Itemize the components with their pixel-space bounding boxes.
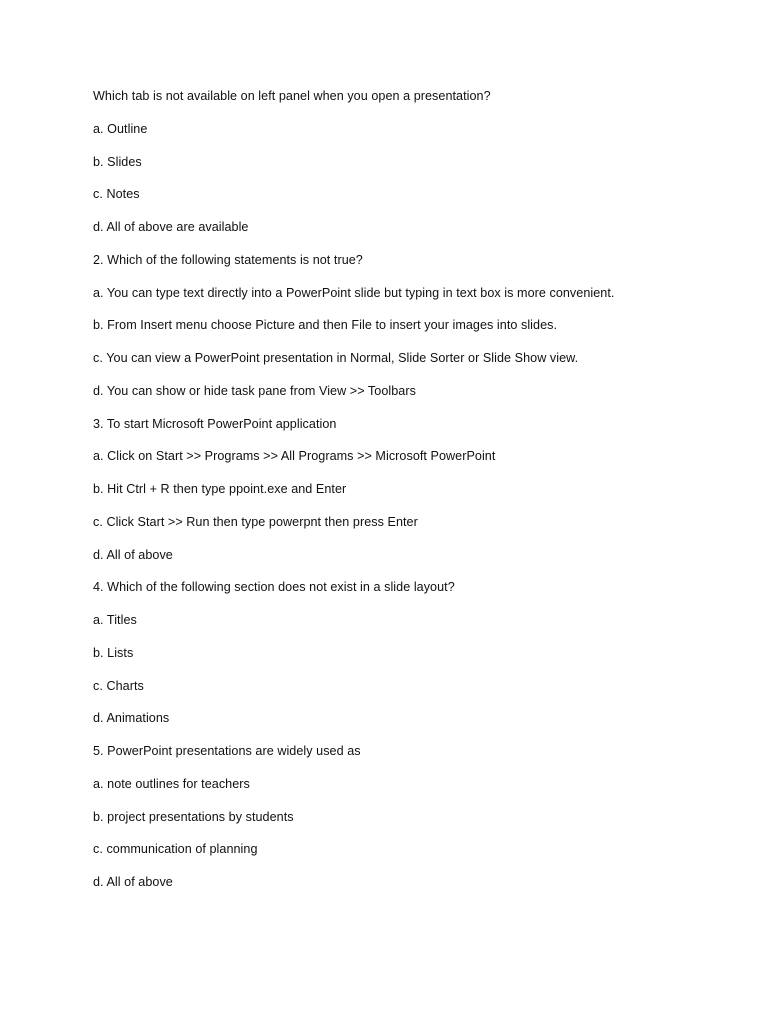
question-4-option-a: a. Titles bbox=[93, 613, 137, 627]
question-3-text: 3. To start Microsoft PowerPoint application bbox=[93, 416, 337, 431]
question-4-option-b: b. Lists bbox=[93, 645, 134, 660]
question-5-option-c: c. communication of planning bbox=[93, 842, 258, 857]
question-list bbox=[93, 86, 733, 905]
question-4-option-c: c. Charts bbox=[93, 678, 144, 693]
question-4-option-d: d. Animations bbox=[93, 711, 170, 726]
question-3-option-c: c. Click Start >> Run then type powerpnt then press Enter bbox=[93, 514, 418, 529]
question-2-text: 2. Which of the following statements is not true? bbox=[93, 252, 363, 267]
question-1-text: Which tab is not available on left panel when you open a presentation? bbox=[93, 89, 491, 103]
question-5-option-b: b. project presentations by students bbox=[93, 809, 294, 824]
question-1-option-a: a. Outline bbox=[93, 121, 148, 136]
question-2-option-a: a. You can type text directly into a PowerPoint slide but typing in text box is more convenient. bbox=[93, 285, 615, 300]
question-3-option-d: d. All of above bbox=[93, 547, 173, 562]
question-3-option-b: b. Hit Ctrl + R then type ppoint.exe and Enter bbox=[93, 482, 347, 496]
question-4-text: 4. Which of the following section does not exist in a slide layout? bbox=[93, 580, 455, 595]
question-2-option-b: b. From Insert menu choose Picture and then File to insert your images into slides. bbox=[93, 318, 558, 333]
question-3-option-a: a. Click on Start >> Programs >> All Programs >> Microsoft PowerPoint bbox=[93, 449, 496, 464]
question-2-option-d: d. You can show or hide task pane from View >> Toolbars bbox=[93, 383, 416, 398]
question-5-option-d: d. All of above bbox=[93, 875, 173, 889]
question-1-option-d: d. All of above are available bbox=[93, 220, 249, 234]
question-2-option-c: c. You can view a PowerPoint presentation in Normal, Slide Sorter or Slide Show view. bbox=[93, 351, 579, 365]
question-1-option-b: b. Slides bbox=[93, 154, 142, 169]
question-5-option-a: a. note outlines for teachers bbox=[93, 776, 250, 791]
question-1-option-c: c. Notes bbox=[93, 187, 140, 202]
question-5-text: 5. PowerPoint presentations are widely used as bbox=[93, 744, 361, 758]
